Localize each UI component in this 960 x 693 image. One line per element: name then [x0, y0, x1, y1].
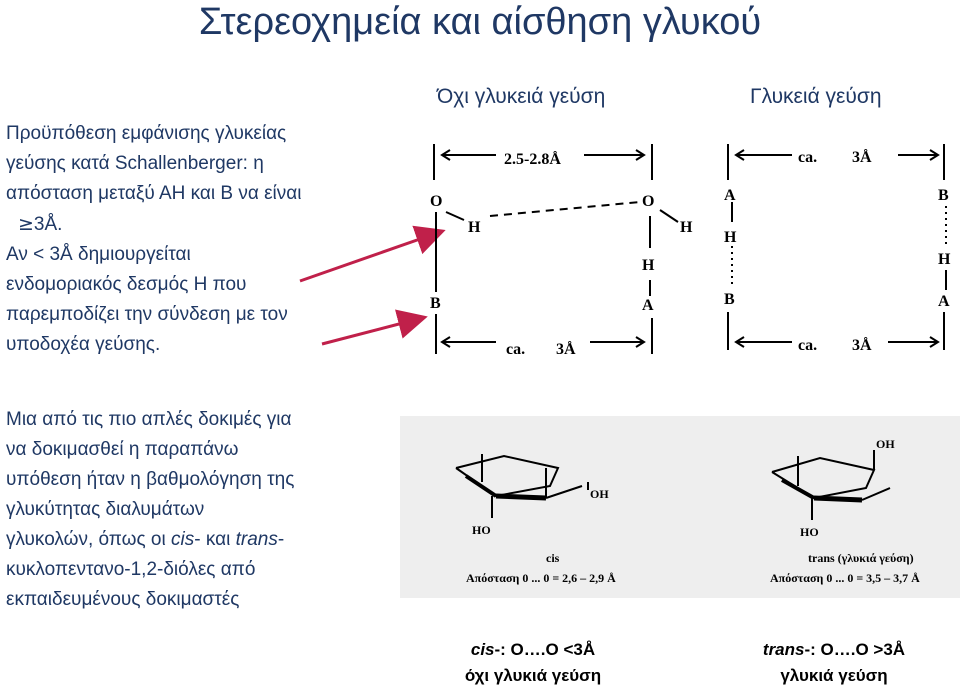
caption-line: όχι γλυκιά γεύση — [464, 666, 602, 685]
caption-text: -: O….O <3Å — [494, 640, 596, 659]
text-line: εκπαιδευμένους δοκιμαστές — [6, 589, 240, 610]
atom-A: A — [724, 187, 736, 204]
caption-prefix: cis — [470, 640, 495, 659]
cis-caption — [424, 637, 642, 689]
molecule-panel — [400, 416, 960, 598]
text-fragment: γλυκολών, όπως οι — [6, 529, 171, 550]
text-fragment: trans — [235, 529, 278, 550]
atom-H: H — [642, 257, 655, 274]
header-sweet: Γλυκειά γεύση — [750, 85, 882, 108]
atom-B: B — [430, 295, 441, 312]
cis-ho-label: HO — [472, 523, 491, 537]
distance-label: 2.5-2.8Å — [504, 151, 561, 168]
text-line: γεύσης κατά Schallenberger: η — [6, 153, 264, 174]
text-fragment: - — [277, 529, 285, 550]
text-line: Αν < 3Å δημιουργείται — [6, 244, 191, 265]
text-line: ενδομοριακός δεσμός Η που — [6, 274, 247, 295]
ca-label: ca. — [506, 341, 526, 358]
header-not-sweet: Όχι γλυκειά γεύση — [437, 85, 606, 108]
diagram-not-sweet — [424, 140, 696, 362]
text-fragment: - και — [194, 529, 236, 550]
atom-H: H — [938, 251, 951, 268]
caption-line — [734, 637, 934, 663]
arrow-lower — [322, 318, 422, 344]
test-description-text — [6, 405, 294, 615]
text-line — [6, 525, 294, 555]
text-fragment: cis — [171, 529, 195, 550]
trans-distance: Απόσταση 0 ... 0 = 3,5 – 3,7 Å — [770, 571, 920, 585]
trans-ho-label: HO — [800, 525, 819, 539]
arrow-upper — [300, 232, 440, 281]
trans-oh-label: OH — [876, 437, 895, 451]
atom-A: A — [642, 297, 654, 314]
ca-label: ca. — [798, 149, 818, 166]
caption-prefix: trans — [762, 640, 805, 659]
text-line: να δοκιμασθεί η παραπάνω — [6, 439, 239, 460]
text-line: υπόθεση ήταν η βαθμολόγηση της — [6, 469, 295, 490]
atom-H: H — [724, 229, 737, 246]
geq-symbol: ≥ — [18, 213, 34, 235]
diagram-sweet — [716, 140, 960, 358]
atom-A: A — [938, 293, 950, 310]
trans-caption — [734, 637, 934, 689]
atom-H: H — [680, 219, 693, 236]
page-title: Στερεοχημεία και αίσθηση γλυκού — [198, 1, 762, 43]
text-line: κυκλοπεντανο-1,2-διόλες από — [6, 559, 256, 580]
distance-label: 3Å — [556, 341, 576, 358]
cis-distance: Απόσταση 0 ... 0 = 2,6 – 2,9 Å — [466, 571, 616, 585]
caption-line — [424, 637, 642, 663]
atom-O: O — [430, 193, 443, 210]
caption-line: γλυκιά γεύση — [780, 666, 888, 685]
cis-name: cis — [546, 551, 560, 565]
text-line: παρεμποδίζει την σύνδεση με τον — [6, 304, 288, 325]
atom-H: H — [468, 219, 481, 236]
text-fragment: 3Å. — [33, 214, 63, 235]
atom-B: B — [938, 187, 949, 204]
text-line: Μια από τις πιο απλές δοκιμές για — [6, 409, 292, 430]
text-line: υποδοχέα γεύσης. — [6, 334, 161, 355]
caption-text: -: O….O >3Å — [804, 640, 906, 659]
distance-label: 3Å — [852, 149, 872, 166]
text-line: Προϋπόθεση εμφάνισης γλυκείας — [6, 123, 287, 144]
text-line: γλυκύτητας διαλυμάτων — [6, 499, 205, 520]
text-line: απόσταση μεταξύ ΑΗ και Β να είναι — [6, 183, 302, 204]
atom-B: B — [724, 291, 735, 308]
cis-oh-label: OH — [590, 487, 609, 501]
distance-label: 3Å — [852, 337, 872, 354]
trans-name: trans (γλυκιά γεύση) — [808, 551, 914, 565]
ca-label: ca. — [798, 337, 818, 354]
atom-O: O — [642, 193, 655, 210]
